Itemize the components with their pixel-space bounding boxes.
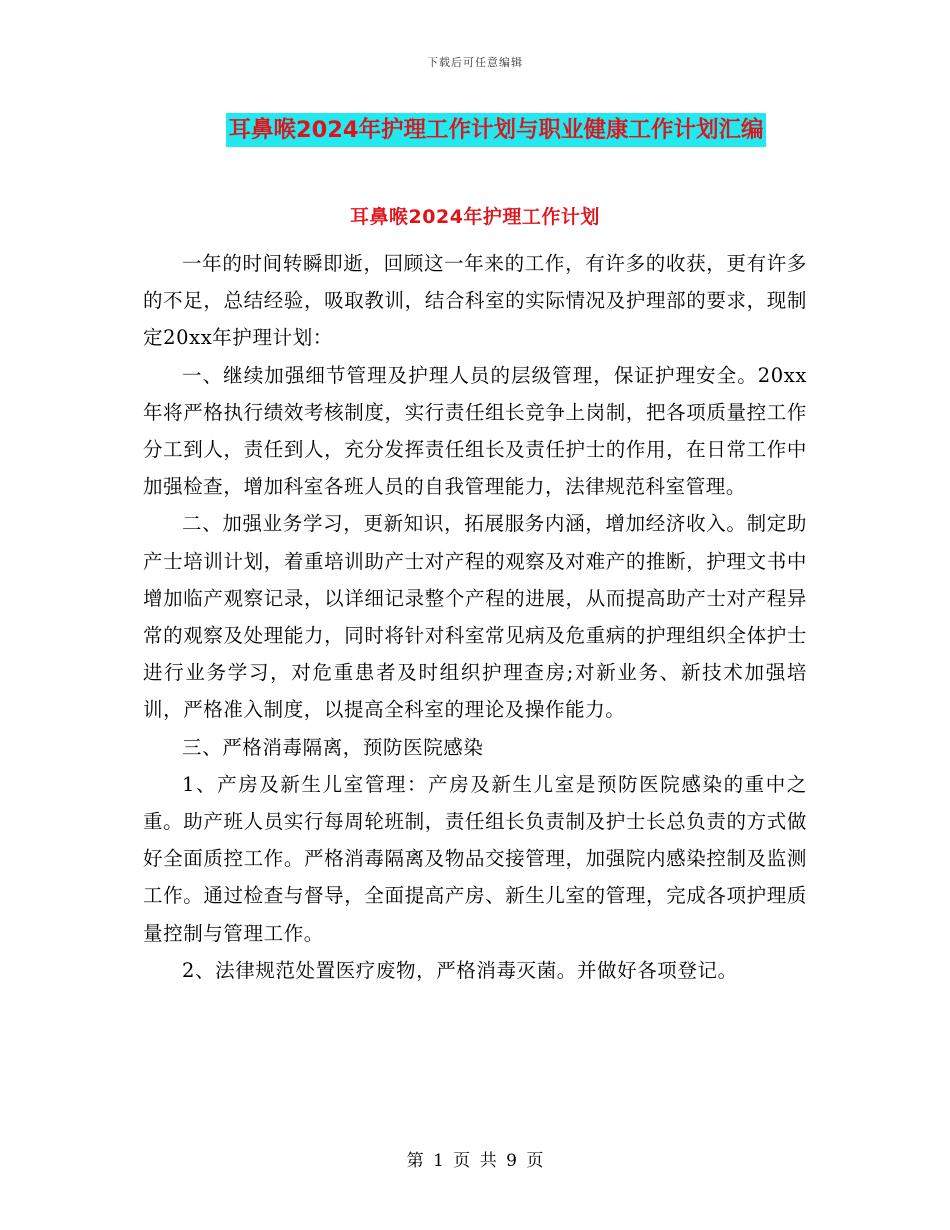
page-number: 第 1 页 共 9 页 bbox=[406, 1151, 544, 1171]
document-body bbox=[143, 245, 807, 989]
paragraph-subitem-2: 2、法律规范处置医疗废物，严格消毒灭菌。并做好各项登记。 bbox=[182, 958, 738, 982]
paragraph-item-3-heading: 三、严格消毒隔离，预防医院感染 bbox=[182, 735, 484, 759]
main-title: 耳鼻喉2024年护理工作计划与职业健康工作计划汇编 bbox=[226, 113, 765, 147]
paragraph-item-1: 一、继续加强细节管理及护理人员的层级管理，保证护理安全。20xx年将严格执行绩效考核制度，实行责任组长竞争上岗制，把各项质量控工作分工到人，责任到人，充分发挥责任组长及责任护士的作用，在日常工作中加强检查，增加科室各班人员的自我管理能力，法律规范科室管理。 bbox=[143, 363, 807, 499]
paragraph-subitem-1: 1、产房及新生儿室管理：产房及新生儿室是预防医院感染的重中之重。助产班人员实行每周轮班制，责任组长负责制及护士长总负责的方式做好全面质控工作。严格消毒隔离及物品交接管理，加强院内感染控制及监测工作。通过检查与督导，全面提高产房、新生儿室的管理，完成各项护理质量控制与管理工作。 bbox=[143, 772, 807, 945]
paragraph-intro: 一年的时间转瞬即逝，回顾这一年来的工作，有许多的收获，更有许多的不足，总结经验，吸取教训，结合科室的实际情况及护理部的要求，现制定20xx年护理计划： bbox=[143, 252, 807, 350]
main-title-container bbox=[0, 113, 950, 147]
paragraph-item-2: 二、加强业务学习，更新知识，拓展服务内涵，增加经济收入。制定助产士培训计划，着重培训助产士对产程的观察及对难产的推断，护理文书中增加临产观察记录，以详细记录整个产程的进展，从而提高助产士对产程异常的观察及处理能力，同时将针对科室常见病及危重病的护理组织全体护士进行业务学习，对危重患者及时组织护理查房;对新业务、新技术加强培训，严格准入制度，以提高全科室的理论及操作能力。 bbox=[143, 512, 807, 722]
page-header-note: 下载后可任意编辑 bbox=[427, 56, 523, 69]
section-title: 耳鼻喉2024年护理工作计划 bbox=[350, 206, 600, 228]
